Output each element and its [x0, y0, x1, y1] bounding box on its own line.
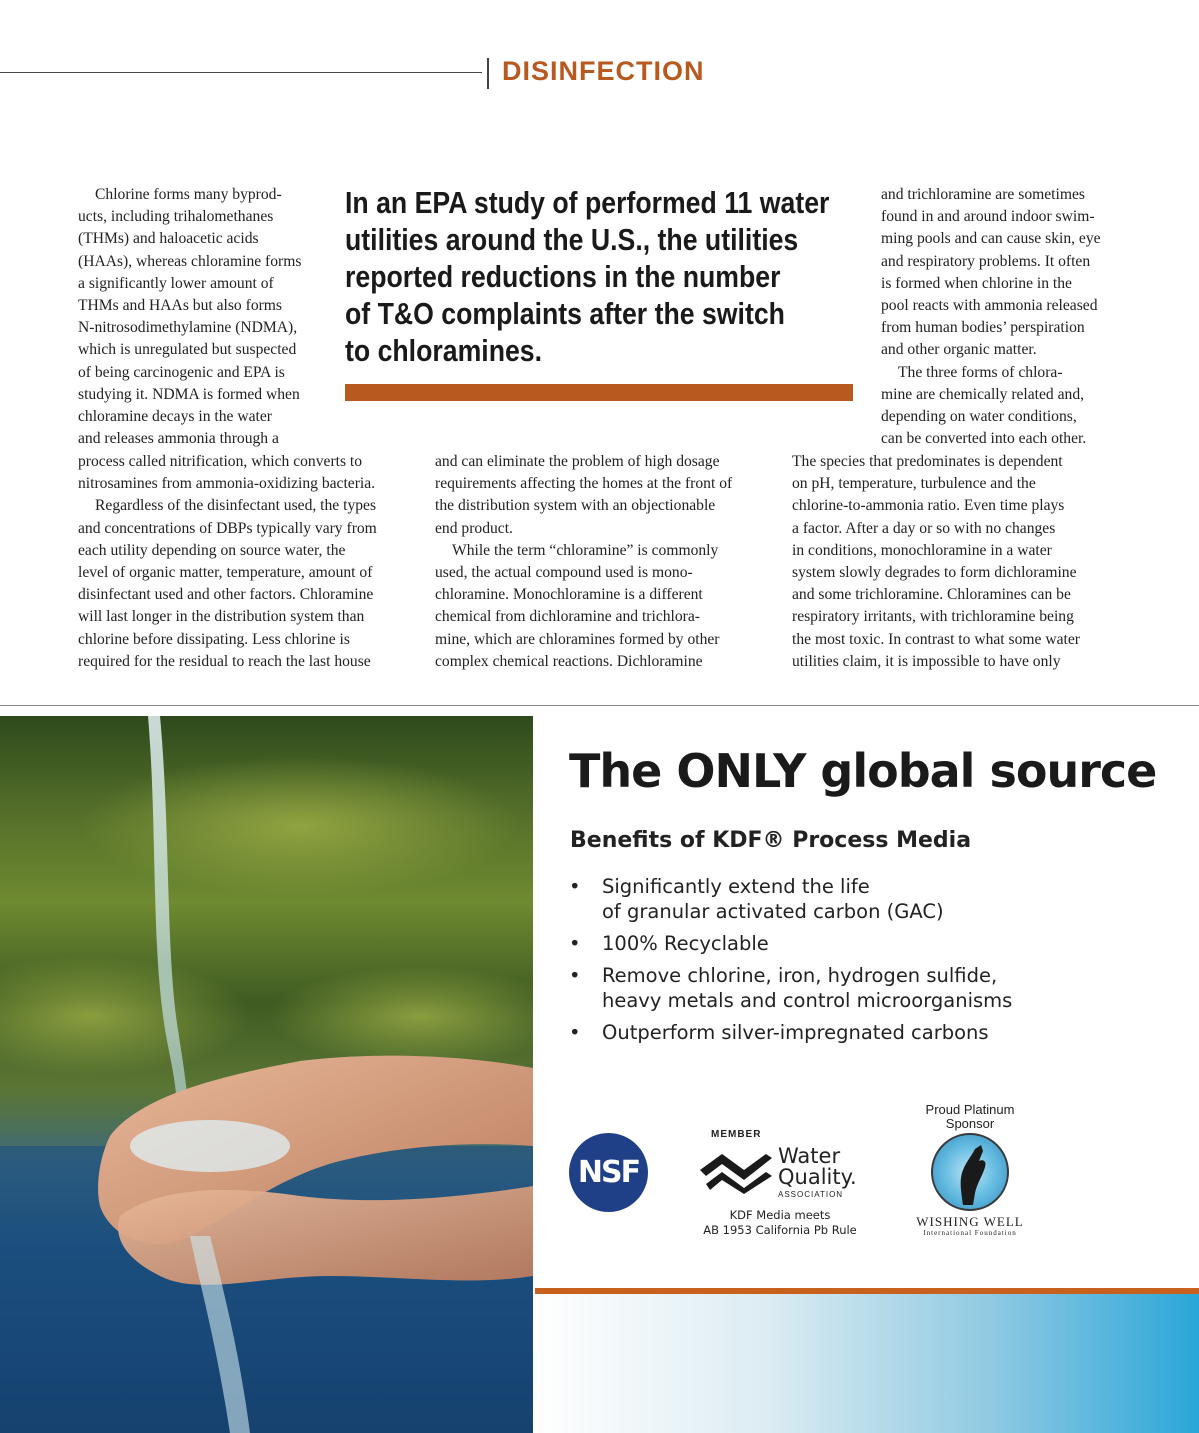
text-line: chlorine before dissipating. Less chlorine is	[78, 630, 350, 648]
benefit-item	[567, 963, 1072, 1013]
wishing-well-subtitle: International Foundation	[923, 1229, 1017, 1237]
text-line: chemical from dichloramine and trichlora-	[435, 608, 700, 626]
column-2	[435, 451, 765, 673]
text-line: mine are chemically related and,	[881, 385, 1085, 403]
header-divider	[487, 58, 489, 89]
text-line: can be converted into each other.	[881, 430, 1087, 448]
text-line: a significantly lower amount of	[78, 274, 274, 292]
text-line: ucts, including trihalomethanes	[78, 208, 274, 226]
benefit-line: • Remove chlorine, iron, hydrogen sulfide,	[602, 964, 998, 987]
ad-headline: The ONLY global source	[569, 744, 1157, 798]
text-line: disinfectant used and other factors. Chloramine	[78, 586, 374, 604]
wqa-member-label: MEMBER	[711, 1129, 762, 1140]
wqa-logo-line1: Water	[778, 1144, 841, 1168]
sponsor-label	[900, 1103, 1040, 1131]
text-line: chloramine. Monochloramine is a different	[435, 586, 703, 604]
section-title: DISINFECTION	[502, 56, 705, 86]
benefit-item	[567, 1020, 1072, 1045]
text-line: process called nitrification, which converts to	[78, 453, 363, 470]
wqa-logo-line2: Quality.	[778, 1165, 857, 1189]
text-line: studying it. NDMA is formed when	[78, 385, 300, 403]
text-line: found in and around indoor swim-	[881, 208, 1095, 226]
pull-quote	[345, 184, 830, 369]
wishing-well-logo-icon	[931, 1133, 1009, 1211]
hand-silhouette-icon	[933, 1135, 1007, 1209]
text-line: the most toxic. In contrast to what some water	[792, 630, 1080, 648]
text-line: depending on water conditions,	[881, 408, 1077, 426]
sponsor-line: Proud Platinum	[925, 1102, 1015, 1117]
text-line: on pH, temperature, turbulence and the	[792, 475, 1036, 493]
text-line: a factor. After a day or so with no changes	[792, 519, 1056, 537]
ad-photo-hands-water	[0, 716, 533, 1433]
text-line: the distribution system with an objectionable	[435, 497, 716, 515]
text-line: Chlorine forms many byprod-	[95, 186, 282, 203]
text-line: end product.	[435, 519, 513, 537]
wqa-wave-icon	[698, 1148, 774, 1194]
ad-benefits-list	[567, 874, 1072, 1052]
kdf-note-line: KDF Media meets	[729, 1208, 831, 1222]
text-line: and other organic matter.	[881, 341, 1037, 359]
page-separator	[0, 705, 1199, 706]
text-line: used, the actual compound used is mono-	[435, 564, 693, 582]
benefit-line: • Significantly extend the life	[602, 875, 870, 898]
kdf-note-line: AB 1953 California Pb Rule	[703, 1223, 857, 1237]
text-line: ming pools and can cause skin, eye	[881, 230, 1101, 248]
text-line: The species that predominates is dependent	[792, 453, 1063, 470]
text-line: required for the residual to reach the last house	[78, 652, 371, 670]
text-line: which is unregulated but suspected	[78, 341, 297, 359]
text-line: N-nitrosodimethylamine (NDMA),	[78, 319, 298, 337]
pull-quote-line: of T&O complaints after the switch	[345, 296, 785, 331]
text-line: complex chemical reactions. Dichloramine	[435, 652, 703, 670]
text-line: pool reacts with ammonia released	[881, 297, 1098, 315]
text-line: and some trichloramine. Chloramines can be	[792, 586, 1071, 604]
text-line: and concentrations of DBPs typically vary from	[78, 519, 377, 537]
text-line: of being carcinogenic and EPA is	[78, 363, 285, 381]
text-line: Regardless of the disinfectant used, the types	[95, 497, 377, 515]
wqa-association-label: ASSOCIATION	[778, 1190, 844, 1199]
text-line: system slowly degrades to form dichloramine	[792, 564, 1077, 582]
text-line: requirements affecting the homes at the front of	[435, 475, 733, 493]
benefit-item	[567, 931, 1072, 956]
nsf-logo: NSF	[569, 1133, 648, 1212]
benefit-line: of granular activated carbon (GAC)	[602, 900, 944, 923]
text-line: in conditions, monochloramine in a water	[792, 541, 1052, 559]
benefit-line: heavy metals and control microorganisms	[602, 989, 1013, 1012]
kdf-compliance-note	[690, 1208, 870, 1238]
text-line: will last longer in the distribution system than	[78, 608, 365, 626]
text-line: respiratory irritants, with trichloramine being	[792, 608, 1074, 626]
column-1-bottom	[78, 451, 408, 673]
benefit-line: • Outperform silver-impregnated carbons	[602, 1021, 989, 1044]
pull-quote-line: In an EPA study of performed 11 water	[345, 185, 830, 220]
hands-water-illustration	[0, 716, 533, 1433]
text-line: chloramine decays in the water	[78, 408, 272, 426]
pull-quote-line: reported reductions in the number	[345, 259, 781, 294]
column-3-top	[881, 184, 1131, 450]
benefit-item	[567, 874, 1072, 924]
text-line: While the term “chloramine” is commonly	[452, 541, 719, 559]
text-line: utilities claim, it is impossible to have only	[792, 652, 1061, 670]
benefit-line: • 100% Recyclable	[602, 932, 769, 955]
text-line: each utility depending on source water, the	[78, 541, 346, 559]
text-line: nitrosamines from ammonia-oxidizing bacteria.	[78, 475, 376, 493]
text-line: THMs and HAAs but also forms	[78, 297, 283, 315]
sponsor-line: Sponsor	[945, 1116, 995, 1131]
text-line: chlorine-to-ammonia ratio. Even time plays	[792, 497, 1065, 515]
text-line: from human bodies’ perspiration	[881, 319, 1085, 337]
column-3-bottom	[792, 451, 1122, 673]
pull-quote-bar	[345, 384, 853, 401]
text-line: (THMs) and haloacetic acids	[78, 230, 259, 248]
text-line: mine, which are chloramines formed by other	[435, 630, 720, 648]
header-rule	[0, 72, 482, 73]
text-line: level of organic matter, temperature, amount of	[78, 564, 373, 582]
column-1-top	[78, 184, 318, 450]
pull-quote-line: to chloramines.	[345, 333, 543, 368]
pull-quote-line: utilities around the U.S., the utilities	[345, 222, 799, 257]
text-line: and releases ammonia through a	[78, 430, 279, 448]
text-line: (HAAs), whereas chloramine forms	[78, 252, 302, 270]
text-line: The three forms of chlora-	[898, 363, 1063, 381]
text-line: is formed when chlorine in the	[881, 274, 1072, 292]
text-line: and trichloramine are sometimes	[881, 186, 1085, 203]
ad-blue-band	[535, 1294, 1199, 1433]
text-line: and can eliminate the problem of high dosage	[435, 453, 720, 470]
wishing-well-name: WISHING WELL	[916, 1214, 1024, 1229]
text-line: and respiratory problems. It often	[881, 252, 1091, 270]
ad-subheadline: Benefits of KDF® Process Media	[570, 828, 972, 853]
